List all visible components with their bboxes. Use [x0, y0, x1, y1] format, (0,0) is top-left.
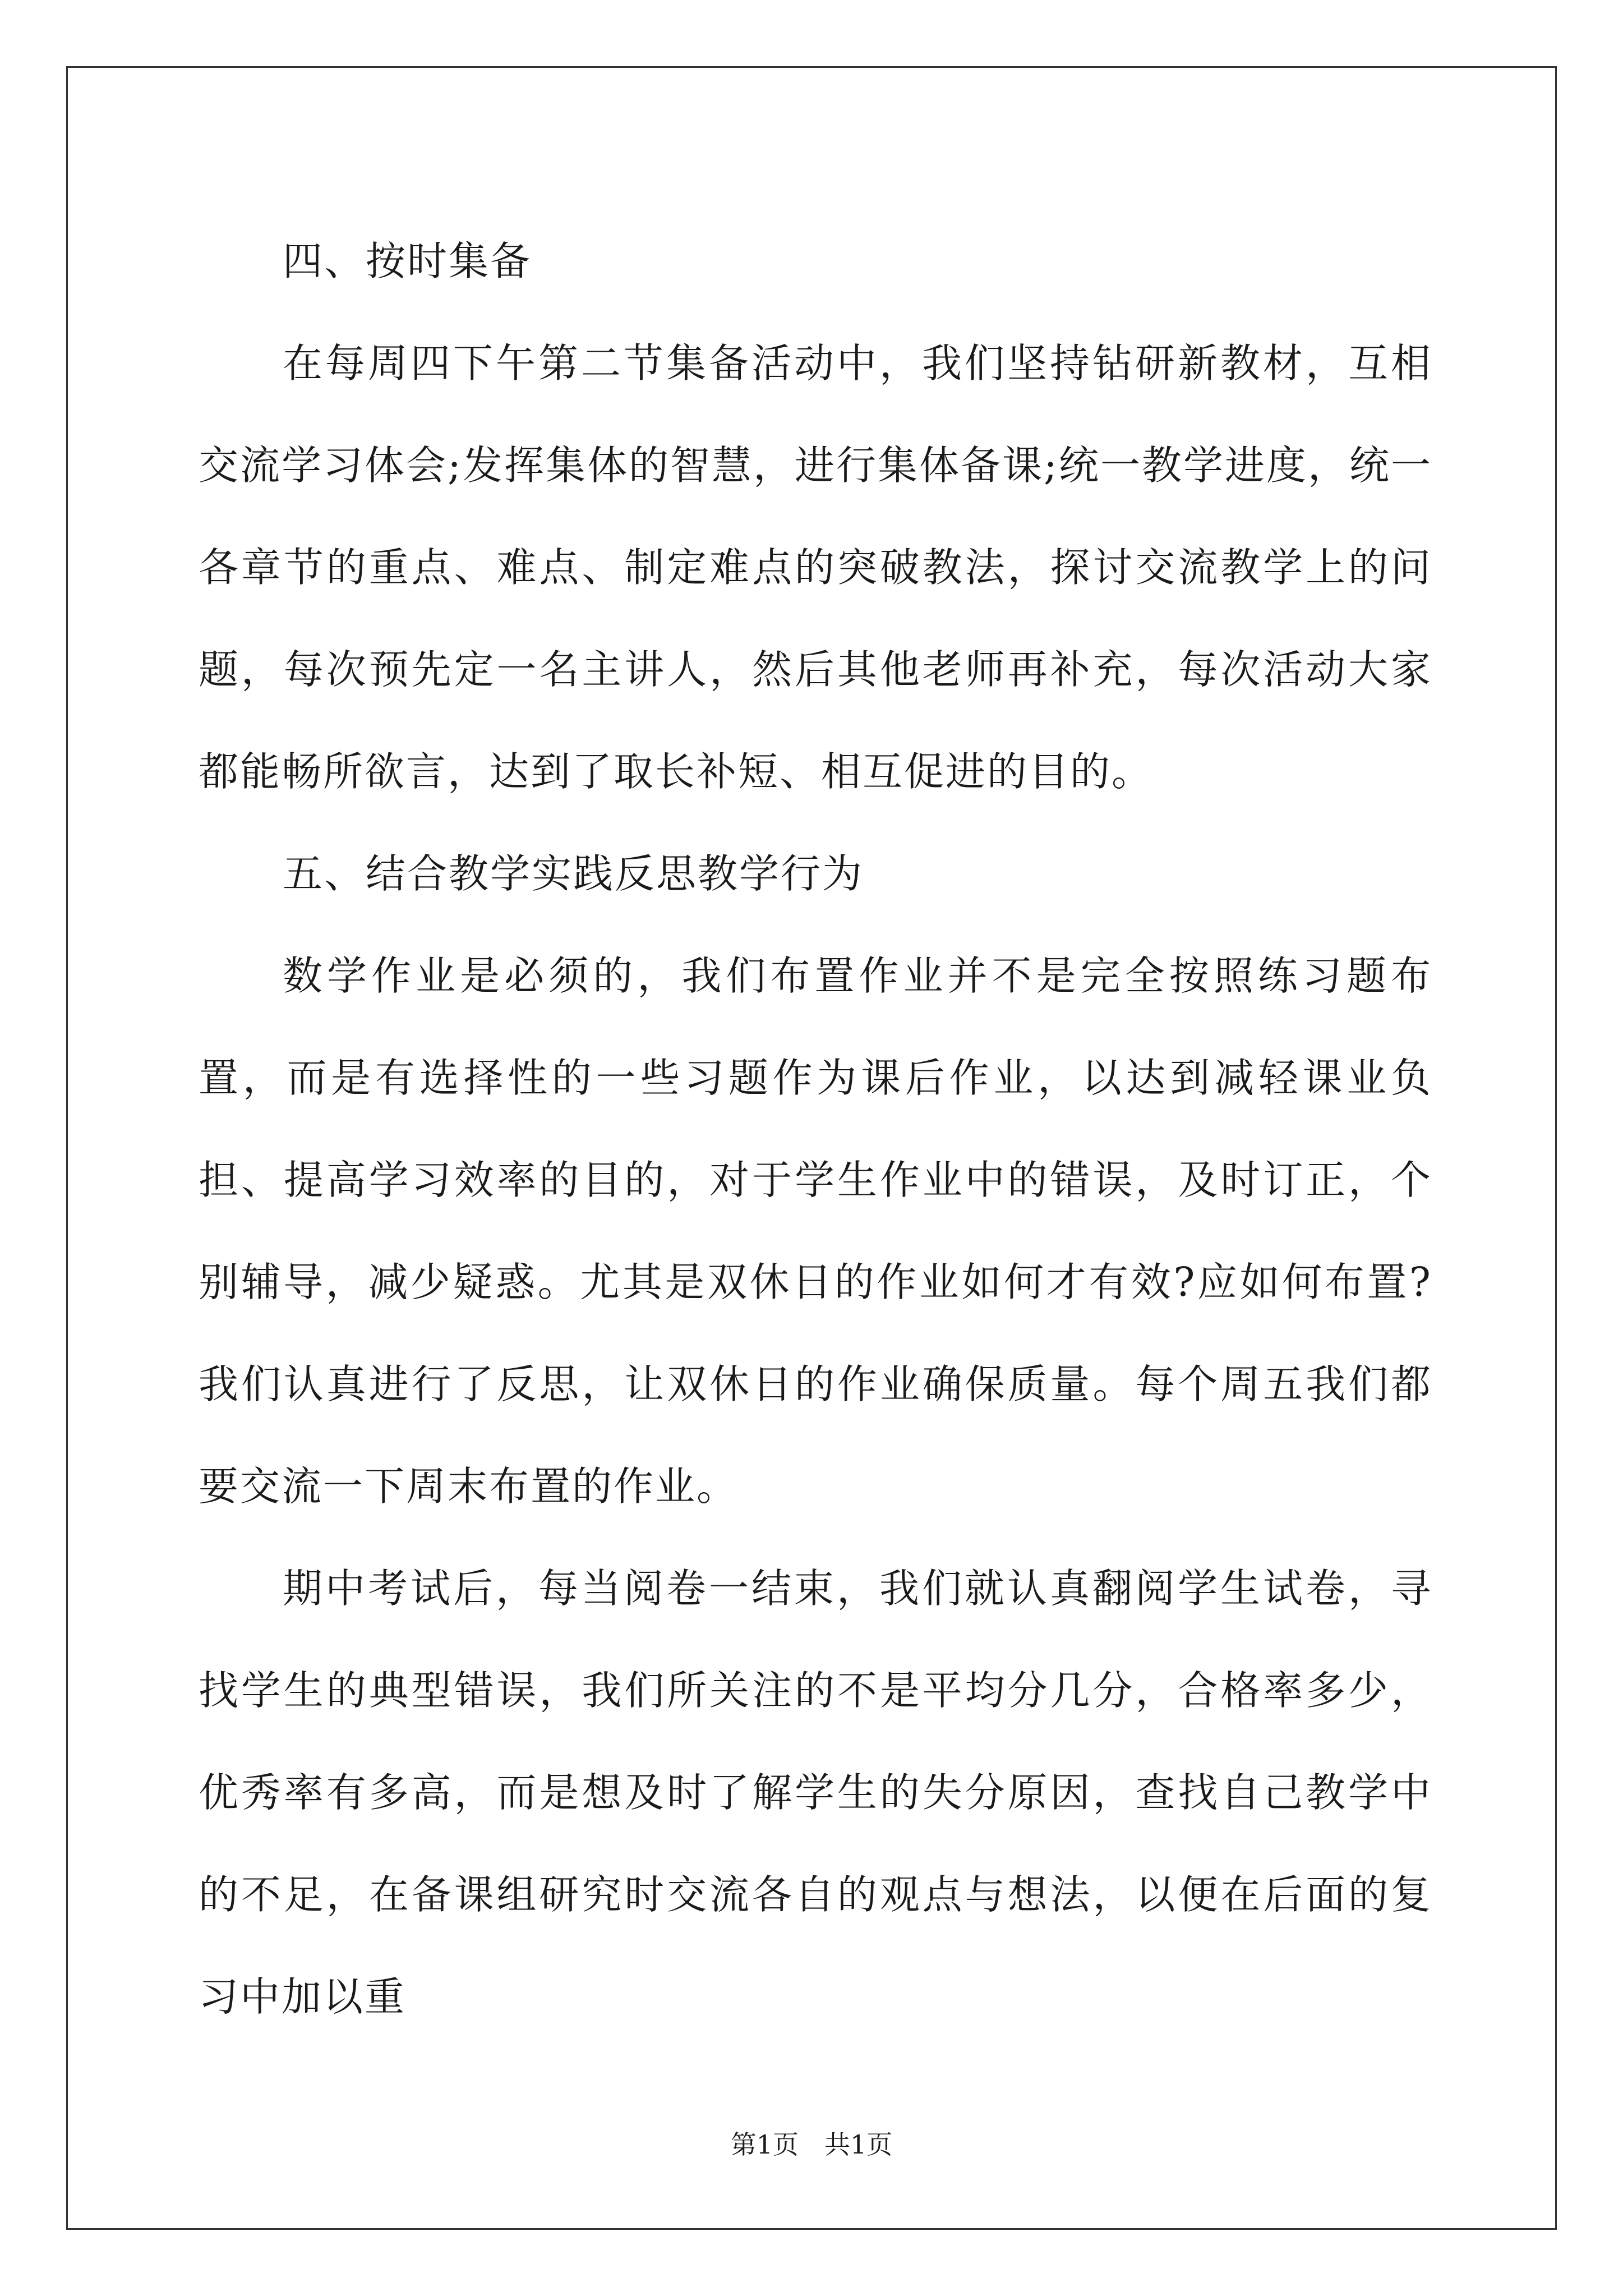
paragraph-homework: 数学作业是必须的，我们布置作业并不是完全按照练习题布置，而是有选择性的一些习题作为课后作业，以达到减轻课业负担、提高学习效率的目的，对于学生作业中的错误，及时订正，个别辅导，减少疑惑。尤其是双休日的作业如何才有效?应如何布置?我们认真进行了反思，让双休日的作业确保质量。每个周五我们都要交流一下周末布置的作业。 [199, 953, 1432, 1510]
document-body [199, 210, 1432, 2048]
page-footer [0, 2124, 1623, 2161]
page-total: 共1页 [824, 2129, 893, 2160]
section-heading-4: 四、按时集备 [283, 238, 532, 284]
paragraph-midterm: 期中考试后，每当阅卷一结束，我们就认真翻阅学生试卷，寻找学生的典型错误，我们所关注的不是平均分几分，合格率多少，优秀率有多高，而是想及时了解学生的失分原因，查找自己教学中的不足，在备课组研究时交流各自的观点与想法，以便在后面的复习中加以重 [199, 1565, 1432, 2020]
page-number: 第1页 [730, 2129, 799, 2160]
section-heading-5: 五、结合教学实践反思教学行为 [283, 850, 864, 897]
paragraph-collective-prep: 在每周四下午第二节集备活动中，我们坚持钻研新教材，互相交流学习体会;发挥集体的智慧，进行集体备课;统一教学进度，统一各章节的重点、难点、制定难点的突破教法，探讨交流教学上的问题，每次预先定一名主讲人，然后其他老师再补充，每次活动大家都能畅所欲言，达到了取长补短、相互促进的目的。 [199, 340, 1432, 795]
